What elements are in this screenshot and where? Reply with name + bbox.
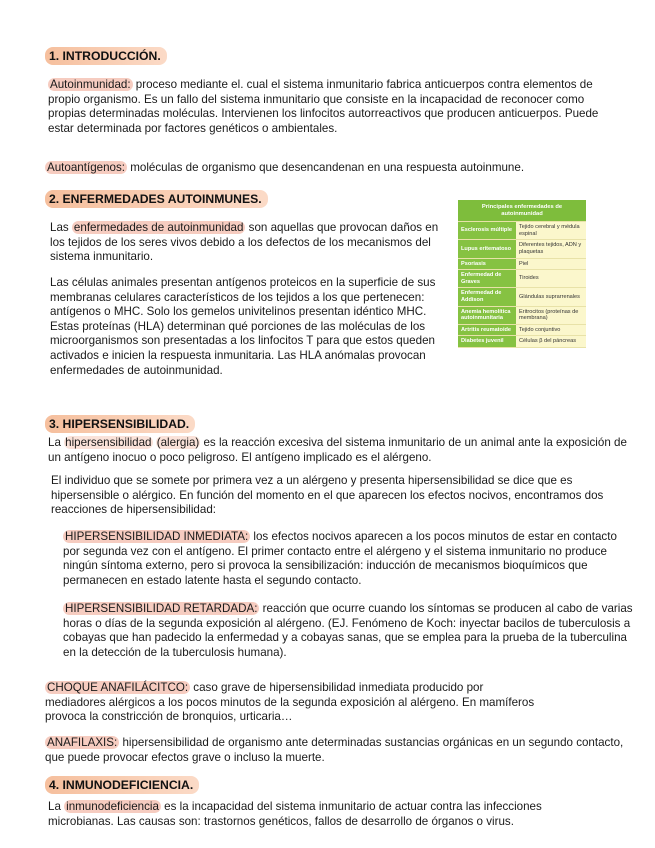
autoinmunidad-definition: Autoinmunidad: proceso mediante el. cual el sistema inmunitario fabrica anticuerpos contra elementos de propio organismo. Es un fallo del sistema inmunitario que consiste en la incapacidad de reconocer como propias determinadas moléculas. Intervienen los linfocitos autorreactivos que producen anticuerpos. Puede estar determinada por factores genéticos o ambientales. xyxy=(48,78,599,135)
choque-anafilactico: CHOQUE ANAFILÁCITCO: caso grave de hipersensibilidad inmediata producido por mediadores alérgicos a los pocos minutos de la segunda exposición al alérgeno. En mamíferos provoca la constricción de bronquios, urticaria… xyxy=(45,681,535,724)
term-inmunodeficiencia: inmunodeficiencia xyxy=(66,800,159,813)
term-choque-anafilactico: CHOQUE ANAFILÁCITCO: xyxy=(47,681,189,694)
term-enfermedades-autoinmunidad: enfermedades de autoinmunidad xyxy=(73,221,244,234)
table-row: Psoriasis Piel xyxy=(458,258,586,270)
alergeno-paragraph: El individuo que se somete por primera vez a un alérgeno y presenta hipersensibilidad se dice que es hipersensible o alérgico. En función del momento en el que aparecen los efectos nocivos, encontramos dos reacciones de hipersensibilidad: xyxy=(51,474,604,517)
table-row: Diabetes juvenil Células β del páncreas xyxy=(458,336,586,348)
term-autoinmunidad: Autoinmunidad: xyxy=(50,78,131,91)
table-row: Artritis reumatoide Tejido conjuntivo xyxy=(458,324,586,336)
term-hipersensibilidad-inmediata: HIPERSENSIBILIDAD INMEDIATA: xyxy=(65,530,249,543)
section-heading-introduccion: 1. INTRODUCCIÓN. xyxy=(45,47,167,65)
term-hipersensibilidad: hipersensibilidad xyxy=(65,436,152,449)
anafilaxis: ANAFILAXIS: hipersensibilidad de organismo ante determinadas sustancias orgánicas en un segundo contacto, que puede provocar efectos grave o incluso la muerte. xyxy=(45,736,624,764)
hipersensibilidad-inmediata: HIPERSENSIBILIDAD INMEDIATA: los efectos nocivos aparecen a los pocos minutos de estar en contacto por segunda vez con el antígeno. El primer contacto entre el alérgeno y el sistema inmunitario no produce ningún síntoma externo, pero si provoca la sensibilización: inducción de mecanismos bioquímicos que permanecen en estado latente hasta el segundo contacto. xyxy=(63,530,617,587)
section-heading-hipersensibilidad: 3. HIPERSENSIBILIDAD. xyxy=(45,415,195,433)
hipersensibilidad-retardada: HIPERSENSIBILIDAD RETARDADA: reacción que ocurre cuando los síntomas se producen al cabo de varias horas o días de la segunda exposición al alérgeno. (EJ. Fenómeno de Koch: inyectar bacilos de tuberculosis a cobayas que han padecido la enfermedad y a cobayas sanas, que se emplea para la prueba de la tuberculina en la detección de la tuberculosis humana). xyxy=(63,602,633,659)
autoantigenos-definition: Autoantígenos: moléculas de organismo que desencandenan en una respuesta autoinmune. xyxy=(47,161,525,174)
table-title: Principales enfermedades de autoinmunidad xyxy=(458,200,586,222)
enfermedades-definition: Las enfermedades de autoinmunidad son aquellas que provocan daños en los tejidos de los seres vivos debido a los defectos de los mecanismos del sistema inmunitario. xyxy=(50,221,439,264)
mhc-paragraph: Las células animales presentan antígenos proteicos en la superficie de sus membranas celulares característicos de los tejidos a los que pertenecen: antígenos o MHC. Solo los gemelos univitelinos presentan idéntico MHC. Estas proteínas (HLA) determinan qué porciones de las moléculas de los microorganismos son presentadas a los linfocitos T para que estos queden activados e inicien la respuesta inmunitaria. Las HLA anómalas provocan enfermedades de autoinmunidad. xyxy=(50,276,436,377)
autoimmune-diseases-table xyxy=(458,200,586,348)
table-row: Enfermedad de Graves Tiroides xyxy=(458,270,586,288)
term-alergia: (alergia) xyxy=(156,436,200,449)
table-row: Lupus eritematoso Diferentes tejidos, ADN y plaquetas xyxy=(458,240,586,258)
table-row: Esclerosis múltiple Tejido cerebral y médula espinal xyxy=(458,222,586,240)
term-hipersensibilidad-retardada: HIPERSENSIBILIDAD RETARDADA: xyxy=(65,602,258,615)
section-heading-inmunodeficiencia: 4. INMUNODEFICIENCIA. xyxy=(45,776,199,794)
hipersensibilidad-definition: La hipersensibilidad (alergia) es la reacción excesiva del sistema inmunitario de un animal ante la exposición de un antígeno inocuo o poco peligroso. El antígeno implicado es el alérgeno. xyxy=(48,436,627,464)
table-row: Anemia hemolítica autoinmunitaria Eritrocitos (proteínas de membrana) xyxy=(458,306,586,324)
table-row: Enfermedad de Addison Glándulas suprarrenales xyxy=(458,288,586,306)
term-autoantigenos: Autoantígenos: xyxy=(47,161,125,174)
term-anafilaxis: ANAFILAXIS: xyxy=(47,736,118,749)
inmunodeficiencia-definition: La inmunodeficiencia es la incapacidad del sistema inmunitario de actuar contra las infecciones microbianas. Las causas son: trastornos genéticos, fallos de desarrollo de órganos o virus. xyxy=(48,800,542,828)
section-heading-enfermedades: 2. ENFERMEDADES AUTOINMUNES. xyxy=(45,190,268,208)
